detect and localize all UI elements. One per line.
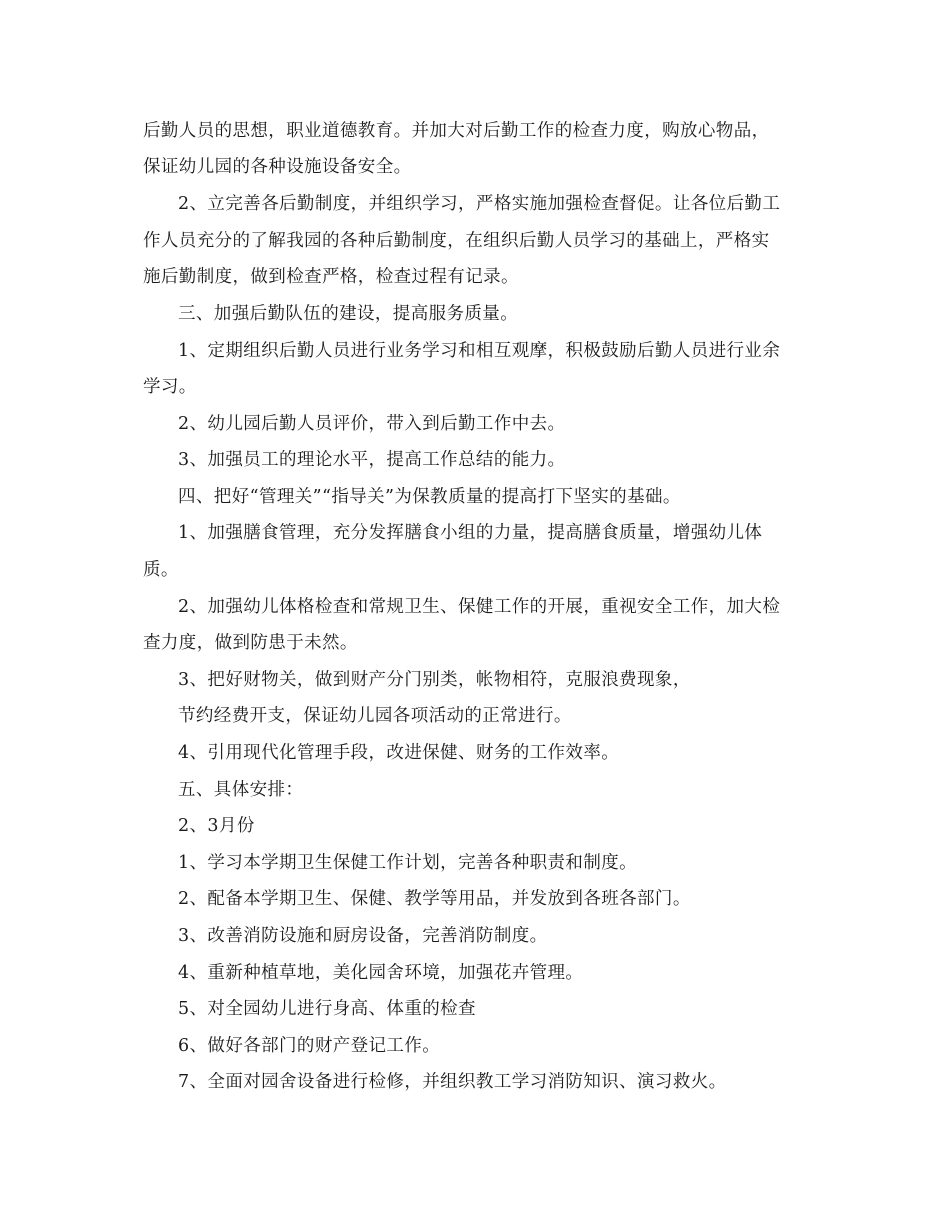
text-line: 施后勤制度，做到检查严格，检查过程有记录。: [143, 267, 519, 287]
text-line: 7、全面对园舍设备进行检修，并组织教工学习消防知识、演习救火。: [178, 1072, 727, 1092]
section-heading: 四、把好“管理关”“指导关”为保教质量的提高打下坚实的基础。: [178, 487, 681, 507]
section-heading: 五、具体安排：: [178, 780, 304, 800]
text-line: 6、做好各部门的财产登记工作。: [178, 1036, 441, 1056]
text-line: 2、立完善各后勤制度，并组织学习，严格实施加强检查督促。让各位后勤工: [178, 194, 781, 214]
text-line: 2、配备本学期卫生、保健、教学等用品，并发放到各班各部门。: [178, 889, 691, 909]
text-line: 3、加强员工的理论水平，提高工作总结的能力。: [178, 450, 566, 470]
text-line: 2、3月份: [178, 816, 255, 836]
text-line: 质。: [143, 560, 179, 580]
text-line: 3、改善消防设施和厨房设备，完善消防制度。: [178, 926, 548, 946]
text-line: 4、引用现代化管理手段，改进保健、财务的工作效率。: [178, 743, 620, 763]
text-line: 节约经费开支，保证幼儿园各项活动的正常进行。: [178, 706, 572, 726]
text-line: 作人员充分的了解我园的各种后勤制度，在组织后勤人员学习的基础上，严格实: [143, 231, 770, 251]
text-line: 1、加强膳食管理，充分发挥膳食小组的力量，提高膳食质量，增强幼儿体: [178, 523, 763, 543]
text-line: 4、重新种植草地，美化园舍环境，加强花卉管理。: [178, 963, 584, 983]
text-line: 保证幼儿园的各种设施设备安全。: [143, 157, 412, 177]
text-line: 1、学习本学期卫生保健工作计划，完善各种职责和制度。: [178, 853, 638, 873]
text-line: 学习。: [143, 377, 197, 397]
text-line: 2、加强幼儿体格检查和常规卫生、保健工作的开展，重视安全工作，加大检: [178, 597, 781, 617]
text-line: 3、把好财物关，做到财产分门别类，帐物相符，克服浪费现象，: [178, 670, 691, 690]
text-line: 5、对全园幼儿进行身高、体重的检查: [178, 999, 476, 1019]
text-line: 2、幼儿园后勤人员评价，带入到后勤工作中去。: [178, 414, 566, 434]
text-line: 后勤人员的思想，职业道德教育。并加大对后勤工作的检查力度，购放心物品，: [143, 121, 770, 141]
text-line: 查力度，做到防患于未然。: [143, 633, 358, 653]
section-heading: 三、加强后勤队伍的建设，提高服务质量。: [178, 304, 519, 324]
text-line: 1、定期组织后勤人员进行业务学习和相互观摩，积极鼓励后勤人员进行业余: [178, 341, 781, 361]
